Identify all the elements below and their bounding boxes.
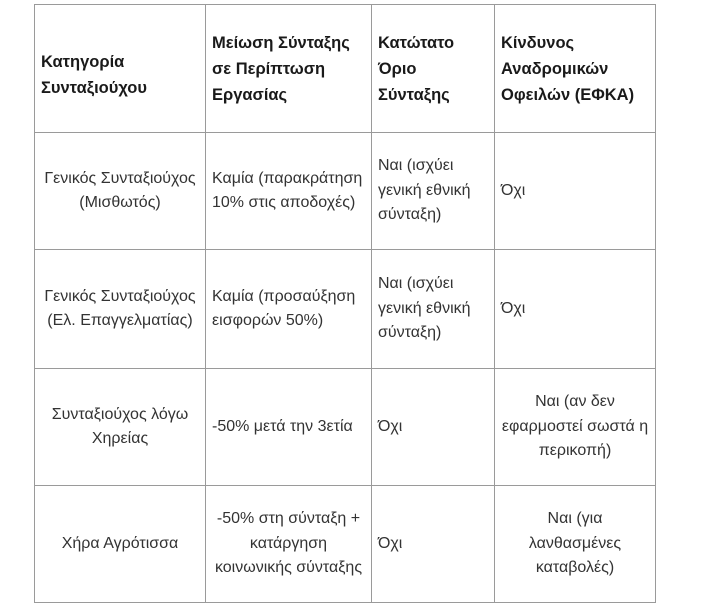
table-cell: Ναι (για λανθασμένες καταβολές) <box>495 486 656 603</box>
table-cell: Συνταξιούχος λόγω Χηρείας <box>35 369 206 486</box>
table-header-row <box>35 5 656 133</box>
table-cell: Χήρα Αγρότισσα <box>35 486 206 603</box>
table-cell: Ναι (ισχύει γενική εθνική σύνταξη) <box>372 250 495 369</box>
table-cell: -50% στη σύνταξη + κατάργηση κοινωνικής σύνταξης <box>206 486 372 603</box>
table-cell: Ναι (αν δεν εφαρμοστεί σωστά η περικοπή) <box>495 369 656 486</box>
table-cell: Ναι (ισχύει γενική εθνική σύνταξη) <box>372 133 495 250</box>
header-minimum-pension: Κατώτατο Όριο Σύνταξης <box>372 5 495 133</box>
table-cell: Όχι <box>495 133 656 250</box>
table-cell: Γενικός Συνταξιούχος (Μισθωτός) <box>35 133 206 250</box>
header-arrears-risk: Κίνδυνος Αναδρομικών Οφειλών (ΕΦΚΑ) <box>495 5 656 133</box>
table-cell: Όχι <box>372 486 495 603</box>
table-row <box>35 250 656 369</box>
table-cell: Γενικός Συνταξιούχος (Ελ. Επαγγελματίας) <box>35 250 206 369</box>
table-cell: Καμία (παρακράτηση 10% στις αποδοχές) <box>206 133 372 250</box>
header-pensioner-category: Κατηγορία Συνταξιούχου <box>35 5 206 133</box>
table-row <box>35 486 656 603</box>
table-cell: Καμία (προσαύξηση εισφορών 50%) <box>206 250 372 369</box>
table-cell: Όχι <box>372 369 495 486</box>
table-row <box>35 133 656 250</box>
table-cell: -50% μετά την 3ετία <box>206 369 372 486</box>
table-row <box>35 369 656 486</box>
table-cell: Όχι <box>495 250 656 369</box>
pension-comparison-table <box>34 4 656 603</box>
header-pension-reduction: Μείωση Σύνταξης σε Περίπτωση Εργασίας <box>206 5 372 133</box>
